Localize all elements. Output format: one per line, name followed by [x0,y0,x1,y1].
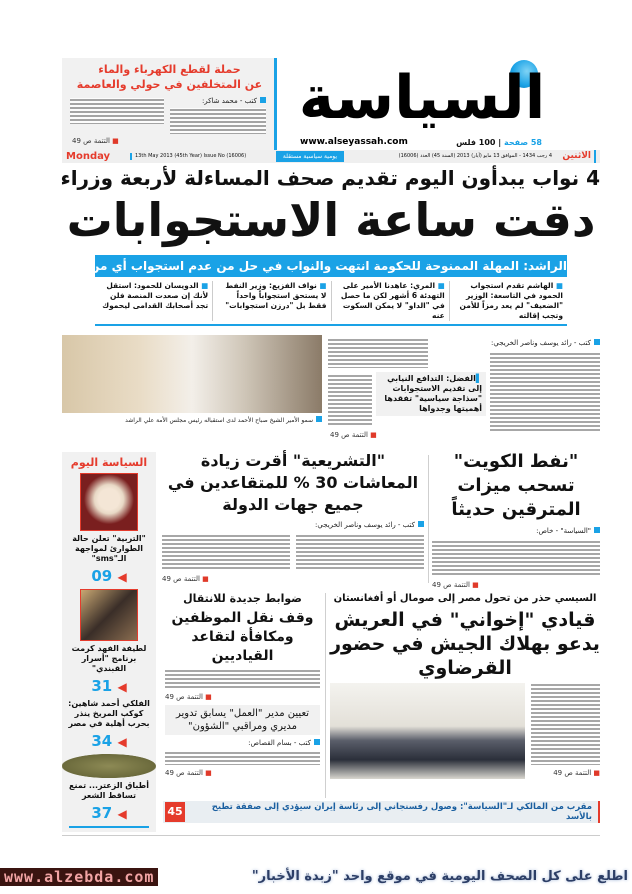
lead-byline: كتب - رائد يوسف وناصر الخريجي: [491,338,600,348]
sidebar-photo[interactable] [80,589,138,641]
bullet-icon [314,739,320,745]
price: 100 فلس [456,138,496,147]
date-ar: 4 رجب 1434 - الموافق 13 مايو (أيار) 2013 (السنة 45) العدد (16006) [398,153,552,159]
bullet-icon [594,527,600,533]
sub-text: الدويسان للحمود: استقل لأنك إن صعدت المنصة فلن تجد أصحابك القدامى ليحموك [102,281,209,310]
tagline: يومية سياسية مستقلة [276,151,344,162]
lead-banner[interactable]: الراشد: المهلة الممنوحة للحكومة انتهت والنواب في حل من عدم استجواب أي من الوزراء [95,255,567,277]
body-text [70,98,164,124]
pensions-headline[interactable]: "التشريعية" أقرت زيادة المعاشات 30 % للمتقاعدين في جميع جهات الدولة [167,451,419,514]
sub-item[interactable] [212,281,330,321]
bullet-icon [418,521,424,527]
bullet-icon [260,97,266,103]
divider [325,593,326,798]
lead-subs [95,281,567,321]
sub-item[interactable] [449,281,567,321]
sub-item[interactable] [95,281,212,321]
sub-item[interactable] [331,281,449,321]
bullet-icon: ▌ [475,374,482,383]
continued-link[interactable]: ■ التتمة ص 49 [330,431,377,439]
lead-photo[interactable] [62,335,322,413]
continued-link[interactable]: ■ التتمة ص 49 [432,581,479,589]
sidebar-item-text[interactable]: الفلكي أحمد شاهين: كوكب المريخ ينذر بحرب أهلية في مصر [68,699,150,728]
logo [298,60,546,136]
quote-text: الفضل: التدافع النيابي إلى تقديم الاستجوابات "سذاجة سياسية" تفقدها أهميتها وجدواها [384,374,482,413]
body-text [296,534,424,570]
sidebar [62,452,156,832]
promo-box[interactable] [62,58,277,150]
promo-byline [202,96,266,106]
arrow-icon: ◀ [117,735,127,749]
pages: 58 صفحة [503,138,542,147]
bullet-icon: ■ [553,281,563,290]
bullet-icon: ■ [316,281,327,290]
bullet-icon: ■ [198,281,209,290]
quote-box[interactable] [376,372,486,416]
bullet-icon: ■ [435,281,445,290]
sidebar-item-page[interactable]: 34 ◀ [91,732,127,750]
lead-kicker[interactable]: 4 نواب يبدأون اليوم تقديم صحف المساءلة لأربعة وزراء [60,166,600,190]
date-bar [62,150,600,163]
labor-headline[interactable]: تعيين مدير "العمل" يسابق تدوير مديري ومراقبي "الشؤون" [165,705,320,735]
sinai-story [330,592,600,779]
bullet-icon [316,416,322,422]
day-ar: الاثنين [562,150,596,163]
transfer-kicker[interactable]: ضوابط جديدة للانتقال [183,592,302,605]
body-columns [162,534,424,570]
body-text [328,338,428,368]
divider [69,826,149,828]
continued-link[interactable]: ■ التتمة ص 49 [165,693,212,701]
divider [428,455,429,583]
day-en: Monday [66,151,111,162]
body-text [162,534,290,570]
bottom-strip[interactable] [163,801,600,823]
lead-headline[interactable]: دقت ساعة الاستجوابات [66,193,596,247]
body-text [170,108,266,134]
oil-headline[interactable]: "نفط الكويت" تسحب ميزات المترقين حديثاً [451,451,581,520]
bullet-icon [594,339,600,345]
sidebar-title: السياسة اليوم [70,456,148,469]
photo-caption: سمو الأمير الشيخ صباح الأحمد لدى استقباله رئيس مجلس الأمة علي الراشد [62,416,322,425]
body-text [531,683,600,765]
body-text [165,751,320,765]
thyme-image [62,754,156,778]
continued-link[interactable]: ■ التتمة ص 49 [165,769,212,777]
oil-story [432,450,600,590]
sinai-headline[interactable]: قيادي "إخواني" في العريش يدعو بهلاك الجيش في حضور القرضاوي [330,609,600,679]
body-text [490,352,600,432]
body-text [328,374,372,426]
sidebar-item-text[interactable]: أطباق الزعتر... تمنع تساقط الشعر [69,781,149,800]
transfer-headline[interactable]: وقف نقل الموظفين ومكافأة لتقاعد القياديين [171,610,314,664]
body-text [432,540,600,576]
banner-slogan: اطلع على كل الصحف اليومية في موقع واحد "زبدة الأخبار" [251,869,628,884]
continued-link[interactable]: ■ التتمة ص 49 [162,575,209,583]
pensions-byline: كتب - رائد يوسف وناصر الخريجي: [162,520,424,530]
sinai-kicker[interactable]: السيسي حذر من تحول مصر إلى صومال أو أفغانستان [333,593,597,604]
sidebar-item-text[interactable]: لطيفة الفهد كرمت برنامج "أسرار القبندي" [71,644,147,673]
labor-byline: كتب - بسام القصاص: [165,738,320,748]
arrow-icon: ◀ [117,680,127,694]
issue-en: 13th May 2013 (45th Year) Issue No (16006) [130,153,246,160]
sinai-body [330,683,600,779]
continued-link[interactable]: ■ التتمة ص 49 [553,769,600,777]
sub-text: الهاشم تقدم استجواب الحمود في التاسعة: الوزير "الضعيف" لم يعد رمزاً للأمن وتجب إقالته [459,281,563,320]
arrow-icon: ◀ [117,570,127,584]
byline-text: كتب - محمد شاكر: [201,97,257,105]
sub-text: المري: عاهدنا الأمير على التهدئة 6 أشهر لكن ما حصل في "الداو" لا يمكن السكوت عنه [340,281,445,320]
sinai-text-column [531,683,600,779]
bottom-strip-text: مقرب من المالكي لـ"السياسة": وصول رفسنجاني إلى رئاسة إيران سيؤدي إلى صفقة تطيح بالأسد [211,802,592,822]
divider [62,835,600,836]
lead-block [44,166,600,326]
price-pages: 58 صفحة | 100 فلس [456,138,542,147]
pensions-story [162,450,424,584]
sidebar-item-page[interactable]: 37 ◀ [91,804,127,822]
promo-headline-1: حملة لقطع الكهرباء والماء [98,63,241,76]
oil-byline: "السياسة" - خاص: [432,526,600,536]
continued-link[interactable]: ■ التتمة ص 49 [72,137,119,145]
website[interactable]: www.alseyassah.com [300,137,408,147]
page-number-badge: 45 [165,802,185,822]
sinai-photo[interactable] [330,683,525,779]
arrow-icon: ◀ [117,807,127,821]
sub-text: نواف الفزيع: وزير النفط لا يستحق استجواباً واحداً فقط بل "درزن استجوابات" [225,281,327,310]
promo-headline-2: عن المتخلفين في حولي والعاصمة [76,78,263,91]
sidebar-item-page[interactable]: 31 ◀ [91,677,127,695]
divider [95,324,567,326]
transfer-story [165,592,320,778]
sidebar-photo[interactable] [80,473,138,531]
sidebar-item-page[interactable]: 09 ◀ [91,567,127,585]
body-text [165,669,320,689]
sidebar-item-text[interactable]: "التربية" تعلن حالة الطوارئ لمواجهة الـ"sms" [72,534,146,563]
banner-site[interactable]: www.alzebda.com [0,868,158,886]
logo-text: السياسة [298,63,546,133]
